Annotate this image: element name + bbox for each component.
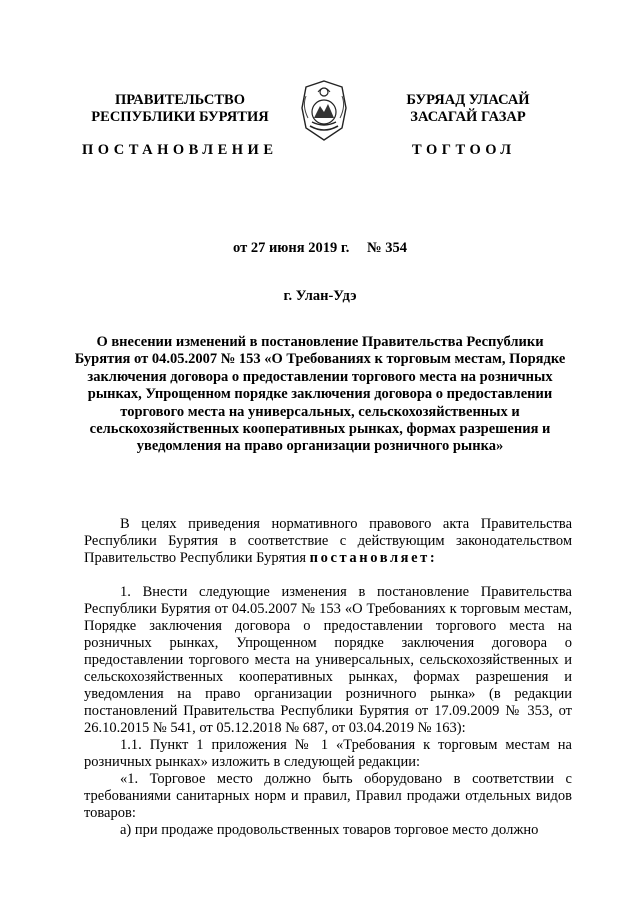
decree-label-left: ПОСТАНОВЛЕНИЕ bbox=[82, 142, 278, 158]
decree-date: от 27 июня 2019 г. bbox=[233, 240, 350, 256]
header-right-line2: ЗАСАГАЙ ГАЗАР bbox=[410, 109, 526, 125]
paragraph-1: 1. Внести следующие изменения в постановление Правительства Республики Бурятия от 04.05.2007 № 153 «О Требованиях к торговым местам, Порядке заключения договора о предоставлении торгового места на розничных рынках, Упрощенном порядке заключения договора о предоставлении торгового места на универсальных, сельскохозяйственных и сельскохозяйственных кооперативных рынках, формах разрешения и уведомления на право организации розничного рынка» (в редакции постановлений Правительства Республики Бурятия от 17.09.2009 № 353, от 26.10.2015 № 541, от 05.12.2018 № 687, от 03.04.2019 № 163): bbox=[84, 584, 572, 736]
intro-text: В целях приведения нормативного правового акта Правительства Республики Бурятия в соответствие с действующим законодательством Правительство Республики Бурятия bbox=[84, 516, 572, 566]
paragraph-a: а) при продаже продовольственных товаров торговое место должно bbox=[120, 822, 539, 838]
header-right bbox=[378, 92, 558, 126]
header-left-line1: ПРАВИТЕЛЬСТВО bbox=[115, 92, 245, 108]
intro-spaced-verb: постановляет: bbox=[309, 550, 438, 566]
header-left bbox=[86, 92, 274, 126]
document-body bbox=[84, 516, 572, 839]
document-title: О внесении изменений в постановление Правительства Республики Бурятия от 04.05.2007 № 153 «О Требованиях к торговым местам, Порядке заключения договора о предоставлении торгового места на розничных рынках, Упрощенном порядке заключения договора о предоставлении торгового места на универсальных, сельскохозяйственных и сельскохозяйственных кооперативных рынках, формах разрешения и уведомления на право организации розничного рынка» bbox=[74, 334, 566, 455]
paragraph-1-1: 1.1. Пункт 1 приложения № 1 «Требования к торговым местам на розничных рынках» изложить в следующей редакции: bbox=[84, 737, 572, 770]
header-right-line1: БУРЯАД УЛАСАЙ bbox=[406, 92, 530, 108]
coat-of-arms-emblem bbox=[296, 78, 352, 144]
intro-paragraph bbox=[84, 516, 572, 567]
decree-label-right: ТОГТООЛ bbox=[412, 142, 516, 158]
header-left-line2: РЕСПУБЛИКИ БУРЯТИЯ bbox=[91, 109, 269, 125]
date-line bbox=[0, 240, 640, 257]
paragraph-quote-1: «1. Торговое место должно быть оборудовано в соответствии с требованиями санитарных норм и правил, Правил продажи отдельных видов товаров: bbox=[84, 771, 572, 821]
city: г. Улан-Удэ bbox=[283, 288, 357, 304]
decree-number: № 354 bbox=[367, 240, 407, 256]
